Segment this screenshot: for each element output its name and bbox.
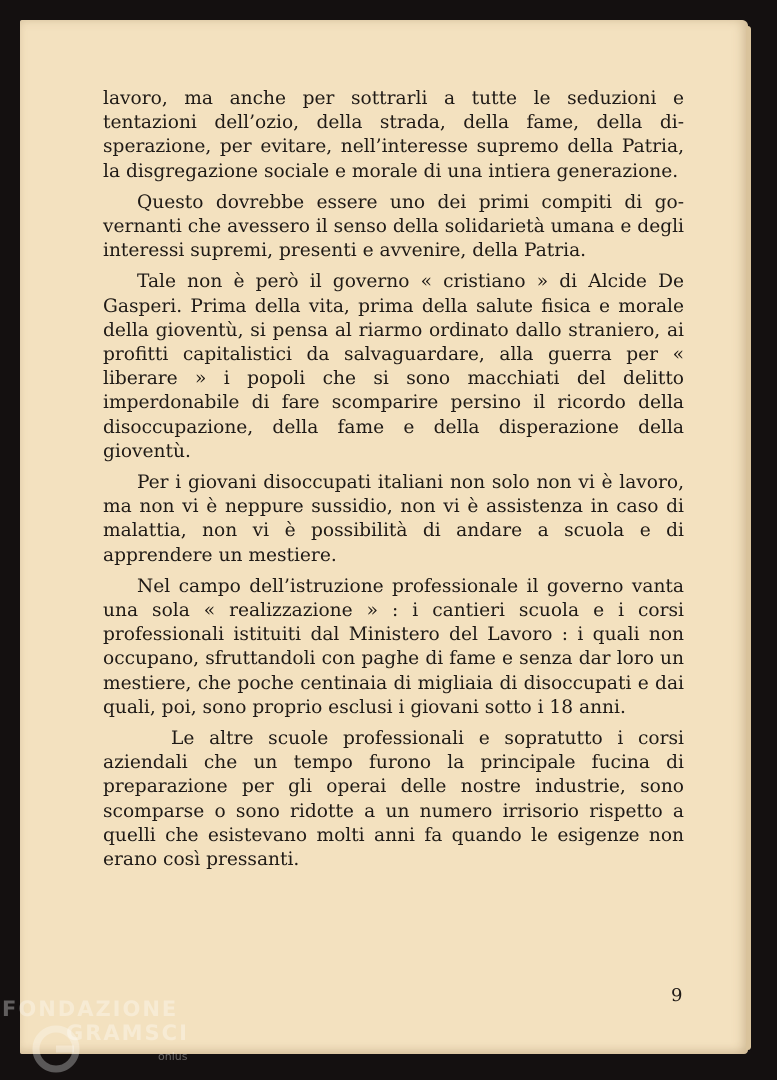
paragraph: Le altre scuole professionali e sopratutto i corsi aziendali che un tempo furono la principale fucina di preparazione per gli operai delle nostre industrie, sono scomparse o sono ridotte a un numero irrisorio rispetto a quelli che esistevano molti anni fa quando le esigenze non erano così pressanti. (103, 728, 684, 871)
watermark-text: GRAMSCI (66, 1021, 189, 1045)
paragraph: Tale non è però il governo « cristiano » di Alcide De Gasperi. Prima della vita, prima della salute fisica e morale della gioventù, si pensa al riarmo ordinato dallo straniero, ai profitti capitalistici da salvaguardare, alla guerra per « liberare » i popoli che si sono macchiati del delitto imperdonabile di fare scomparire persino il ricordo della disoccupazione, della fame e della disperazione della gioventù. (103, 271, 684, 462)
watermark (0, 995, 200, 1075)
paragraph: Nel campo dell’istruzione professionale il governo vanta una sola « realizzazione » : i cantieri scuola e i corsi professionali istituiti dal Ministero del Lavoro : i quali non occupano, sfruttandoli con paghe di fame e senza dar loro un mestiere, che poche centinaia di migliaia di disoccupati e dai quali, poi, sono proprio esclusi i giovani sotto i 18 anni. (103, 575, 684, 718)
page-number: 9 (671, 985, 683, 1006)
watermark-subtext: onlus (158, 1050, 188, 1063)
watermark-text: FONDAZIONE (2, 997, 179, 1021)
paragraph: Per i giovani disoccupati italiani non solo non vi è lavoro, ma non vi è neppure sussidio, non vi è assistenza in caso di malattia, non vi è possibilità di andare a scuola e di apprendere un mestiere. (103, 472, 684, 566)
body-text (103, 87, 684, 879)
paragraph: Questo dovrebbe essere uno dei primi compiti di governanti che avessero il senso della solidarietà umana e degli interessi supremi, presenti e avvenire, della Patria. (103, 191, 684, 262)
paragraph: lavoro, ma anche per sottrarli a tutte le seduzioni e tentazioni dell’ozio, della strada, della fame, della disperazione, per evitare, nell’interesse supremo della Patria, la disgregazione sociale e morale di una intiera generazione. (103, 88, 684, 182)
page-edge (746, 26, 751, 1050)
